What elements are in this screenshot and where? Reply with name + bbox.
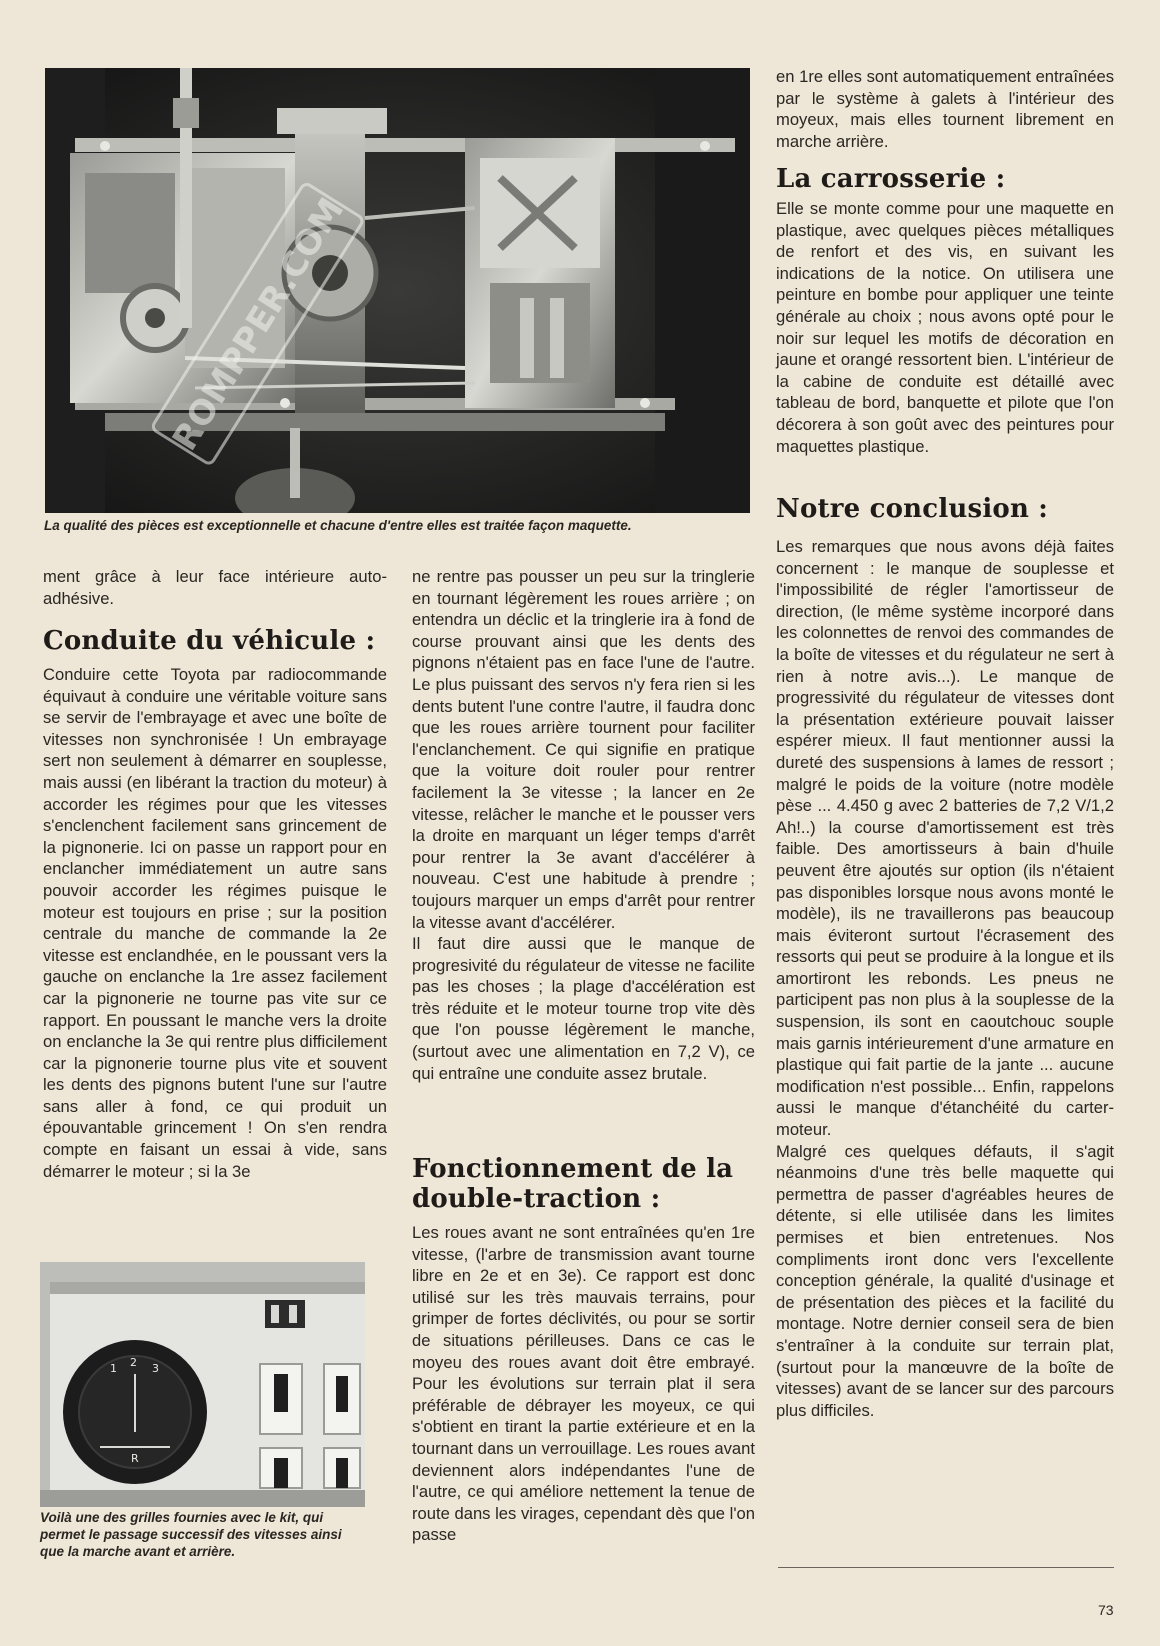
column-c-carrosserie: [776, 198, 1114, 457]
heading-fonctionnement: Fonctionnement de la double-traction :: [412, 1154, 734, 1214]
paragraph: Les remarques que nous avons déjà faites concernent : le manque de souplesse et l'impossibilité de régler l'amortisseur de direction, (le même système incorporé dans les colonnettes de renvoi des commandes de la boîte de vitesses et du régulateur ne sert à rien à notre avis...). Le manque de progressivité du régulateur de vitesses dont la présentation extérieure pouvait laisser espérer mieux. Il faut mentionner aussi la dureté des suspensions à lames de ressort ; malgré le poids de la voiture (notre modèle pèse ... 4.450 g avec 2 batteries de 7,2 V/1,2 Ah!..) la course d'amortissement est très faible. Des amortisseurs à bain d'huile peuvent être ajoutés sur option (ils n'étaient pas disponibles lorsque nous avons monté le modèle), ils ne travaillerons pas beaucoup mais éviteront surtout l'écrasement des ressorts qui peut se produire à la longue et ils amortiront les rebonds. Les pneus ne participent pas non plus à la souplesse de la suspension, ils sont en caoutchouc souple mais garnis intérieurement d'une armature en plastique qui fait partie de la jante ... aucune modification n'est possible... Enfin, rappelons aussi le manque d'étanchéité du carter-moteur.: [776, 537, 1114, 1140]
paragraph: Elle se monte comme pour une maquette en plastique, avec quelques pièces métalliques de renfort et des vis, en suivant les indications de la notice. On utilisera une peinture en bombe pour appliquer une teinte générale au choix ; nous avons opté pour le noir sur lequel les motifs de décoration en jaune et orangé ressortent bien. L'intérieur de la cabine de conduite est détaillé avec tableau de bord, banquette et pilote que l'on décorera à son goût avec des peintures pour maquettes plastique.: [776, 199, 1114, 456]
column-a-body: [43, 664, 387, 1182]
column-a-intro: [43, 566, 387, 609]
photo-chassis-mechanism: [45, 68, 750, 513]
heading-conclusion: Notre conclusion :: [776, 494, 1049, 524]
page-number: 73: [1098, 1602, 1114, 1618]
gear-label-2: 2: [130, 1356, 137, 1369]
paragraph: Les roues avant ne sont entraînées qu'en 1re vitesse, (l'arbre de transmission avant tourne libre en 2e et en 3e). Ce rapport est donc utilisé sur les très mauvais terrains, pour grimper de fortes déclivités, ou pour se sortir de situations périlleuses. Dans ce cas le moyeu des roues avant doit être embrayé. Pour les évolutions sur terrain plat il sera préférable de débrayer les moyeux, ce qui s'obtient en tirant la partie extérieure et en la tournant dans un verrouillage. Les roues avant deviennent alors indépendantes l'une de l'autre, ce qui améliore nettement la tenue de route dans les virages, cependant dès que l'on passe: [412, 1223, 755, 1545]
gear-label-r: R: [131, 1452, 139, 1465]
heading-conduite: Conduite du véhicule :: [43, 626, 376, 656]
column-b-body: [412, 566, 755, 1084]
paragraph: ne rentre pas pousser un peu sur la tringlerie en tournant légèrement les roues arrière ; on entendra un déclic et la tringlerie ira à fond de course prouvant ainsi que les dents des pignons n'étaient pas en face l'une de l'autre. Le plus puissant des servos n'y fera rien si les dents butent l'une contre l'autre, il faudra donc que les roues arrière tournent pour faciliter l'enclanchement. Ce qui signifie en pratique que la voiture doit rouler pour rentrer facilement la 3e vitesse ; la lancer en 2e vitesse, relâcher le manche et le pousser vers la droite en marquant un léger temps d'arrêt pour rentrer la 3e avant d'accélérer à nouveau. C'est une habitude à prendre ; toujours marquer un emps d'arrêt pour rentrer la vitesse avant d'accélérer.: [412, 567, 755, 932]
gear-label-3: 3: [152, 1362, 159, 1375]
paragraph: Il faut dire aussi que le manque de progresivité du régulateur de vitesse ne facilite pas les choses ; la plage d'accélération est très réduite et le moteur tourne trop vite dès que l'on pousse légèrement le manche, (surtout avec une alimentation en 7,2 V), ce qui entraîne une conduite assez brutale.: [412, 934, 755, 1083]
gear-label-1: 1: [110, 1362, 117, 1375]
column-c-conclusion: [776, 536, 1114, 1421]
heading-carrosserie: La carrosserie :: [776, 164, 1006, 194]
paragraph: ment grâce à leur face intérieure auto-adhésive.: [43, 567, 387, 608]
photo-gear-gate: [40, 1262, 365, 1507]
watermark-text: ROMPPER.COM: [164, 190, 353, 458]
column-c-intro: [776, 66, 1114, 152]
paragraph: en 1re elles sont automatiquement entraînées par le système à galets à l'intérieur des moyeux, mais elles tournent librement en marche arrière.: [776, 67, 1114, 151]
gear-gate-illustration: [40, 1262, 365, 1507]
paragraph: Conduire cette Toyota par radiocommande équivaut à conduire une véritable voiture sans se servir de l'embrayage et avec une boîte de vitesses non synchronisée ! Un embrayage sert non seulement à démarrer en souplesse, mais aussi (en libérant la traction du moteur) à accorder les régimes pour que les vitesses s'enclenchent facilement sans grincement de la pignonerie. Ici on passe un rapport pour en enclancher immédiatement un autre sans pouvoir accorder les régimes puisque le moteur est toujours en prise ; sur la position centrale du manche de commande la 2e vitesse est enclandhée, en le poussant vers la gauche on enclanche la 1re assez facilement car la pignonerie ne tourne pas vite sur ce rapport. En poussant le manche vers la droite on enclanche la 3e qui rentre plus difficilement car la pignonerie tourne plus vite et souvent les dents des pignons butent l'une sur l'autre sans aller à fond, ce qui produit un épouvantable grincement ! On s'en rendra compte en faisant un essai à vide, sans démarrer le moteur ; si la 3e: [43, 665, 387, 1181]
column-b-fonction: [412, 1222, 755, 1546]
end-rule: [778, 1567, 1114, 1568]
photo-caption-bottom: Voilà une des grilles fournies avec le kit, qui permet le passage successif des vitesses ainsi que la marche avant et arrière.: [40, 1510, 342, 1559]
paragraph: Malgré ces quelques défauts, il s'agit néanmoins d'une très belle maquette qui permettra de passer d'agréables heures de détente, si elle utilisée dans les limites permises et bien entretenues. Nos compliments iront donc vers l'excellente conception générale, la qualité d'usinage et de présentation des pièces et la facilité du montage. Notre dernier conseil sera de bien s'entraîner à la conduite sur terrain plat, (surtout pour la manœuvre de la boîte de vitesses) avant de se lancer sur des parcours plus difficiles.: [776, 1141, 1114, 1420]
photo-caption-top: La qualité des pièces est exceptionnelle et chacune d'entre elles est traitée façon maquette.: [44, 518, 632, 533]
watermark-stamp: [45, 68, 750, 513]
